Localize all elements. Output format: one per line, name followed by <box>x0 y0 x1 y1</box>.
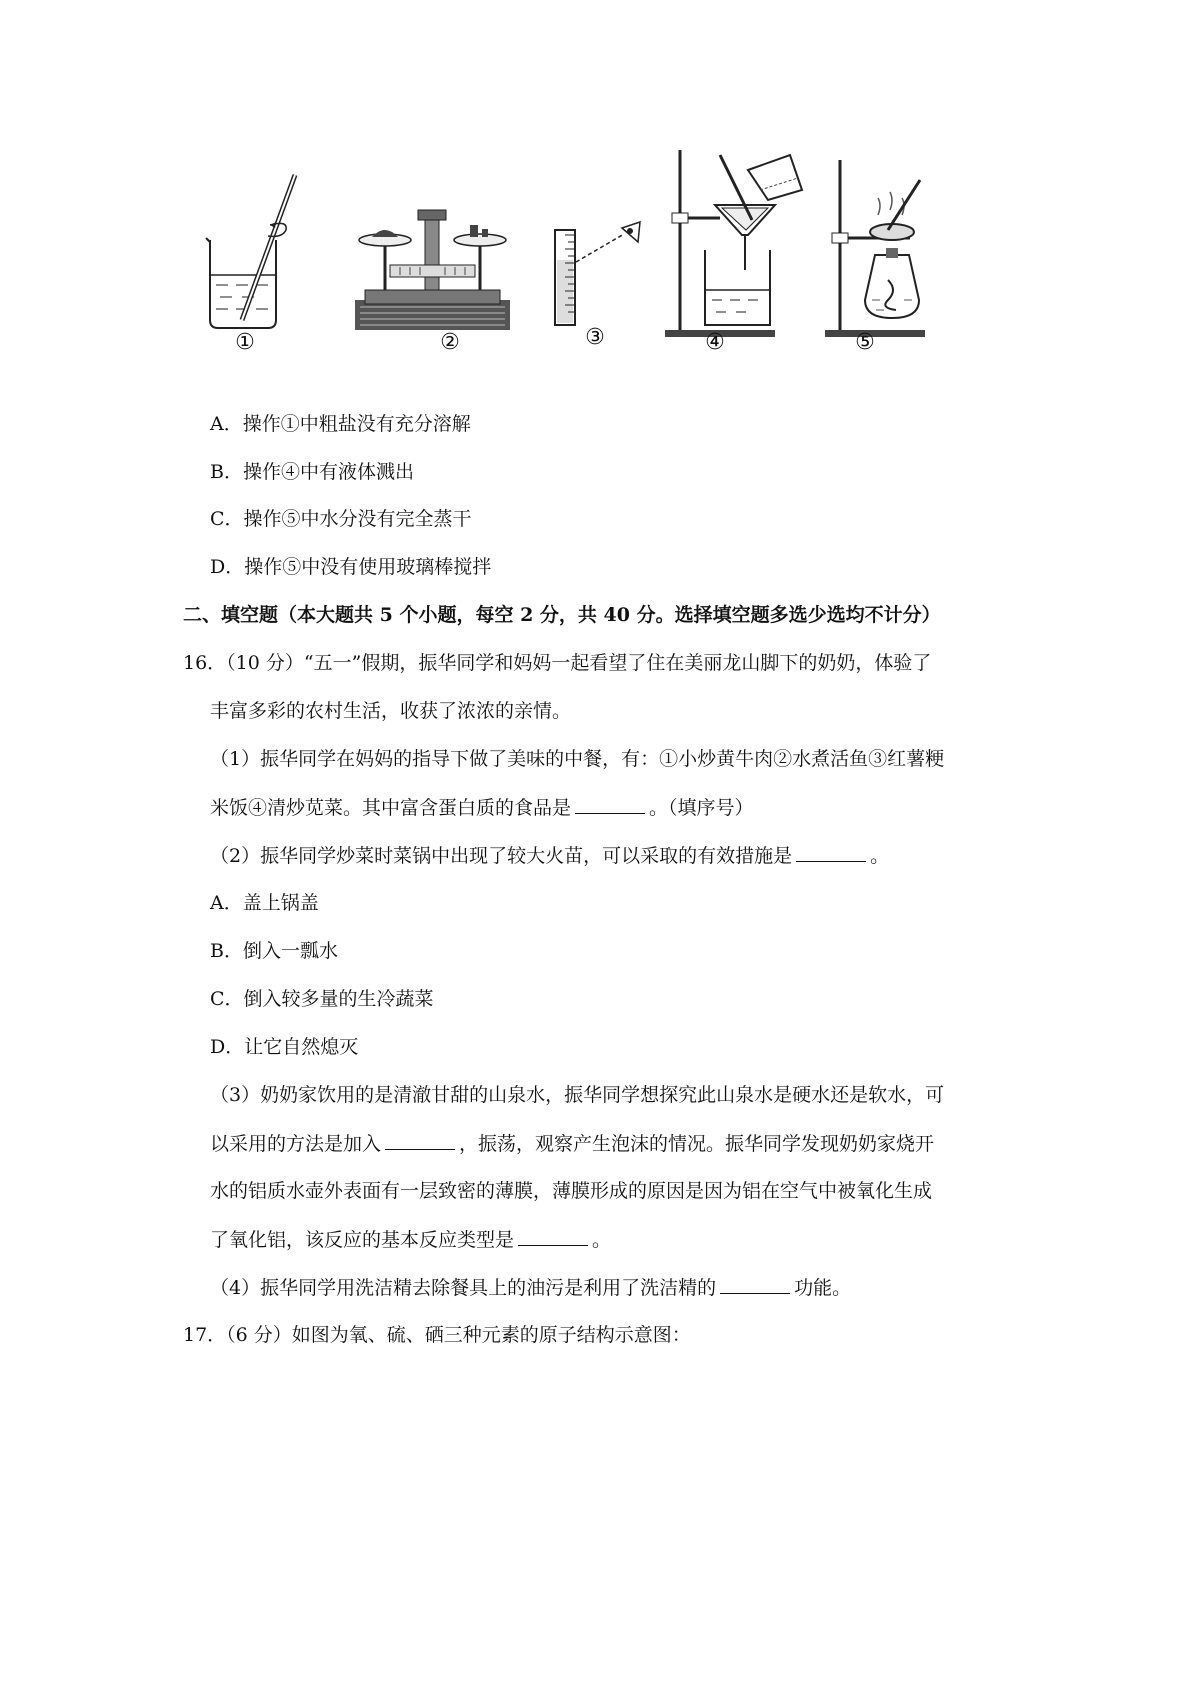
q16-part4 <box>210 1275 851 1300</box>
answer-blank-1[interactable] <box>575 795 645 814</box>
q16-part3-suffix: ，振荡，观察产生泡沫的情况。振华同学发现奶奶家烧开 <box>459 1133 935 1155</box>
q16-part1-line1: （1）振华同学在妈妈的指导下做了美味的中餐，有：①小炒黄牛肉②水煮活鱼③红薯粳 <box>210 748 945 770</box>
q16-part3-line4 <box>210 1227 611 1252</box>
answer-blank-5[interactable] <box>720 1275 790 1294</box>
q16-part2-suffix: 。 <box>870 845 890 867</box>
cylinder-reading-figure <box>550 220 650 340</box>
q16-option-a: A．盖上锅盖 <box>210 892 319 914</box>
q16-part1-suffix: 。（填序号） <box>649 797 754 819</box>
q16-part3-line2 <box>210 1131 934 1156</box>
filtration-figure <box>660 150 820 340</box>
answer-blank-4[interactable] <box>518 1227 588 1246</box>
option-a: A．操作①中粗盐没有充分溶解 <box>210 413 471 435</box>
q16-part3-line4-suffix: 。 <box>592 1229 612 1251</box>
q16-part2-text: （2）振华同学炒菜时菜锅中出现了较大火苗，可以采取的有效措施是 <box>210 845 793 867</box>
option-c: C．操作⑤中水分没有完全蒸干 <box>210 508 472 530</box>
q16-part3-line1: （3）奶奶家饮用的是清澈甘甜的山泉水，振华同学想探究此山泉水是硬水还是软水，可 <box>210 1084 945 1106</box>
q17-stem: 17．（6 分）如图为氧、硫、硒三种元素的原子结构示意图： <box>183 1324 691 1346</box>
figure-label-4: ④ <box>705 330 725 355</box>
q16-part3-line4-text: 了氧化铝，该反应的基本反应类型是 <box>210 1229 515 1251</box>
q16-part1-line2 <box>210 795 754 820</box>
figure-label-1: ① <box>235 330 255 355</box>
q16-option-b: B．倒入一瓢水 <box>210 940 338 962</box>
q16-option-c: C．倒入较多量的生冷蔬菜 <box>210 988 434 1010</box>
q16-part4-text: （4）振华同学用洗洁精去除餐具上的油污是利用了洗洁精的 <box>210 1277 717 1299</box>
balance-figure <box>350 205 515 340</box>
figure-label-3: ③ <box>585 325 605 350</box>
q16-stem-line1: 16．（10 分）“五一”假期，振华同学和妈妈一起看望了住在美丽龙山脚下的奶奶，体验了 <box>183 652 932 674</box>
answer-blank-3[interactable] <box>385 1131 455 1150</box>
q16-part3-line3: 水的铝质水壶外表面有一层致密的薄膜，薄膜形成的原因是因为铝在空气中被氧化生成 <box>210 1180 933 1202</box>
q16-stem-line2: 丰富多彩的农村生活，收获了浓浓的亲情。 <box>210 700 572 722</box>
option-d: D．操作⑤中没有使用玻璃棒搅拌 <box>210 556 492 578</box>
dissolving-beaker-figure <box>200 170 310 340</box>
option-b: B．操作④中有液体溅出 <box>210 461 414 483</box>
q16-part2 <box>210 843 889 868</box>
experiment-figures <box>200 150 1000 380</box>
evaporation-figure <box>820 160 940 340</box>
q16-part1-text: 米饭④清炒苋菜。其中富含蛋白质的食品是 <box>210 797 572 819</box>
q16-part3-text: 以采用的方法是加入 <box>210 1133 382 1155</box>
figure-label-5: ⑤ <box>855 330 875 355</box>
section-heading: 二、填空题（本大题共 5 个小题，每空 2 分，共 40 分。选择填空题多选少选均不计分） <box>183 604 941 626</box>
answer-blank-2[interactable] <box>796 843 866 862</box>
figure-label-2: ② <box>440 330 460 355</box>
q16-part4-suffix: 功能。 <box>794 1277 852 1299</box>
q16-option-d: D．让它自然熄灭 <box>210 1036 359 1058</box>
